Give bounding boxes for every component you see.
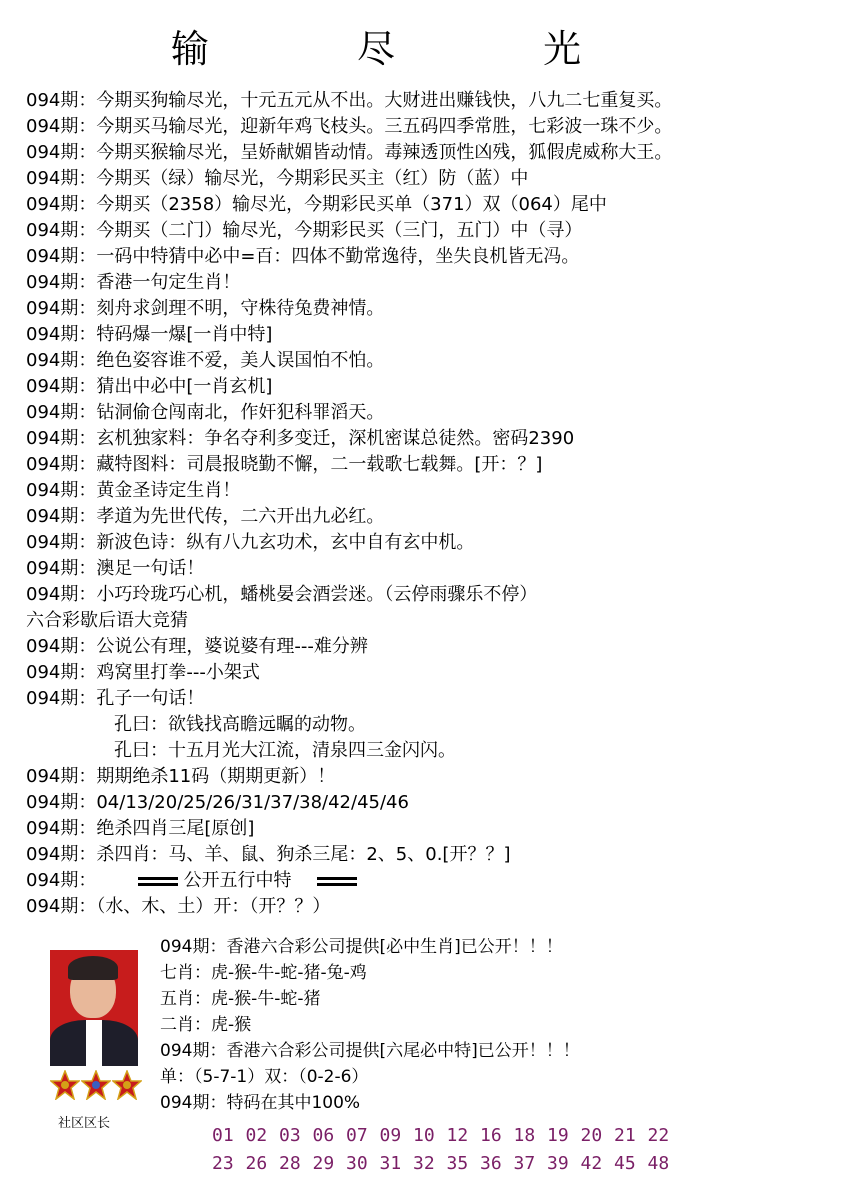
number-item: 02 [245,1125,268,1146]
portrait-image [50,950,138,1066]
number-item: 39 [547,1153,569,1174]
number-item: 01 [212,1125,234,1146]
list-item: 094期：公说公有理，婆说婆有理---难分辨 [26,636,368,657]
number-item: 10 [413,1125,435,1146]
triple-bar-icon [317,874,357,889]
portrait-caption: 社区区长 [58,1116,111,1131]
section-heading: 六合彩歇后语大竞猜 [26,610,188,631]
number-item: 29 [312,1153,335,1174]
number-item: 32 [413,1153,435,1174]
list-item: 单：（5-7-1）双：（0-2-6） [160,1067,369,1087]
list-item: 094期：鸡窝里打拳---小架式 [26,662,260,683]
list-item: 094期：杀四肖：马、羊、鼠、狗杀三尾：2、5、0.[开？？] [26,844,511,865]
number-item: 07 [346,1125,368,1146]
wuxing-label: 公开五行中特 [183,870,292,891]
special-numbers [212,1122,842,1178]
numbers-row [212,1122,842,1150]
number-item: 42 [580,1153,603,1174]
list-item: 094期：今期买狗输尽光，十元五元从不出。大财进出赚钱快，八九二七重复买。 [26,90,673,111]
number-item: 31 [379,1153,402,1174]
list-item: 094期：香港六合彩公司提供[必中生肖]已公开！！！ [160,937,563,957]
list-item: 二肖：虎-猴 [160,1015,252,1035]
list-item: 094期：小巧玲珑巧心机，蟠桃晏会酒尝迷。（云停雨骤乐不停） [26,584,538,605]
number-item: 03 [279,1125,301,1146]
number-item: 18 [513,1125,536,1146]
list-item: 094期：今期买马输尽光，迎新年鸡飞枝头。三五码四季常胜，七彩波一珠不少。 [26,116,673,137]
list-item: 094期：（水、木、土）开：（开？？） [26,896,331,917]
list-item: 094期：新波色诗：纵有八九玄功术，玄中自有玄中机。 [26,532,475,553]
number-item: 09 [379,1125,402,1146]
star-medal-icon [81,1070,111,1100]
list-item: 094期：孔子一句话！ [26,688,205,709]
list-item: 094期：刻舟求剑理不明，守株待兔费神情。 [26,298,385,319]
number-item: 37 [513,1153,536,1174]
list-item: 094期：今期买（绿）输尽光，今期彩民买主（红）防（蓝）中 [26,168,529,189]
triple-bar-icon [138,874,178,889]
list-item: 094期：藏特图料：司晨报晓勤不懈，二一载歌七载舞。[开：？] [26,454,543,475]
number-item: 35 [446,1153,469,1174]
list-item: 五肖：虎-猴-牛-蛇-猪 [160,989,321,1009]
list-item: 094期：香港六合彩公司提供[六尾必中特]已公开！！！ [160,1041,580,1061]
list-item: 094期：一码中特猜中必中=百：四体不勤常逸待，坐失良机皆无冯。 [26,246,580,267]
list-item: 094期：今期买（二门）输尽光，今期彩民买（三门，五门）中（寻） [26,220,583,241]
wuxing-line [26,868,846,894]
list-item: 094期：今期买猴输尽光，呈娇献媚皆动情。毒辣透顶性凶残，狐假虎威称大王。 [26,142,673,163]
number-item: 26 [245,1153,268,1174]
list-item: 094期：黄金圣诗定生肖！ [26,480,241,501]
numbers-row [212,1150,842,1178]
number-item: 30 [346,1153,368,1174]
star-medal-icon [50,1070,80,1100]
list-item: 094期：特码在其中100% [160,1093,361,1113]
list-item: 094期：猜出中必中[一肖玄机] [26,376,273,397]
number-item: 23 [212,1153,234,1174]
number-item: 48 [647,1153,670,1174]
number-item: 12 [446,1125,469,1146]
number-item: 22 [647,1125,670,1146]
star-medal-icon [112,1070,142,1100]
number-item: 20 [580,1125,603,1146]
list-item: 七肖：虎-猴-牛-蛇-猪-兔-鸡 [160,963,367,983]
list-item: 094期：绝色姿容谁不爱，美人误国怕不怕。 [26,350,385,371]
number-item: 06 [312,1125,335,1146]
list-item: 094期：04/13/20/25/26/31/37/38/42/45/46 [26,792,409,813]
list-item: 094期：钻洞偷仓闯南北，作奸犯科罪滔天。 [26,402,385,423]
list-item: 孔曰：欲钱找高瞻远瞩的动物。 [114,714,366,735]
list-item: 094期：孝道为先世代传，二六开出九必红。 [26,506,385,527]
number-item: 21 [614,1125,636,1146]
page-title: 输 尽 光 [170,27,650,71]
number-item: 16 [480,1125,502,1146]
list-item: 094期：香港一句定生肖！ [26,272,241,293]
number-item: 28 [279,1153,301,1174]
list-item: 094期：特码爆一爆[一肖中特] [26,324,273,345]
list-item: 094期：期期绝杀11码（期期更新）！ [26,766,336,787]
number-item: 19 [547,1125,569,1146]
prediction-list [26,88,846,920]
period-label: 094期： [26,870,97,891]
list-item: 094期：玄机独家料：争名夺利多变迁，深机密谋总徒然。密码2390 [26,428,575,449]
number-item: 45 [614,1153,636,1174]
medal-badges [50,1068,142,1110]
hk-prediction-panel [160,934,840,1116]
number-item: 36 [480,1153,502,1174]
list-item: 094期：绝杀四肖三尾[原创] [26,818,255,839]
list-item: 094期：今期买（2358）输尽光，今期彩民买单（371）双（064）尾中 [26,194,607,215]
list-item: 孔曰：十五月光大江流，清泉四三金闪闪。 [114,740,456,761]
list-item: 094期：澳足一句话！ [26,558,205,579]
